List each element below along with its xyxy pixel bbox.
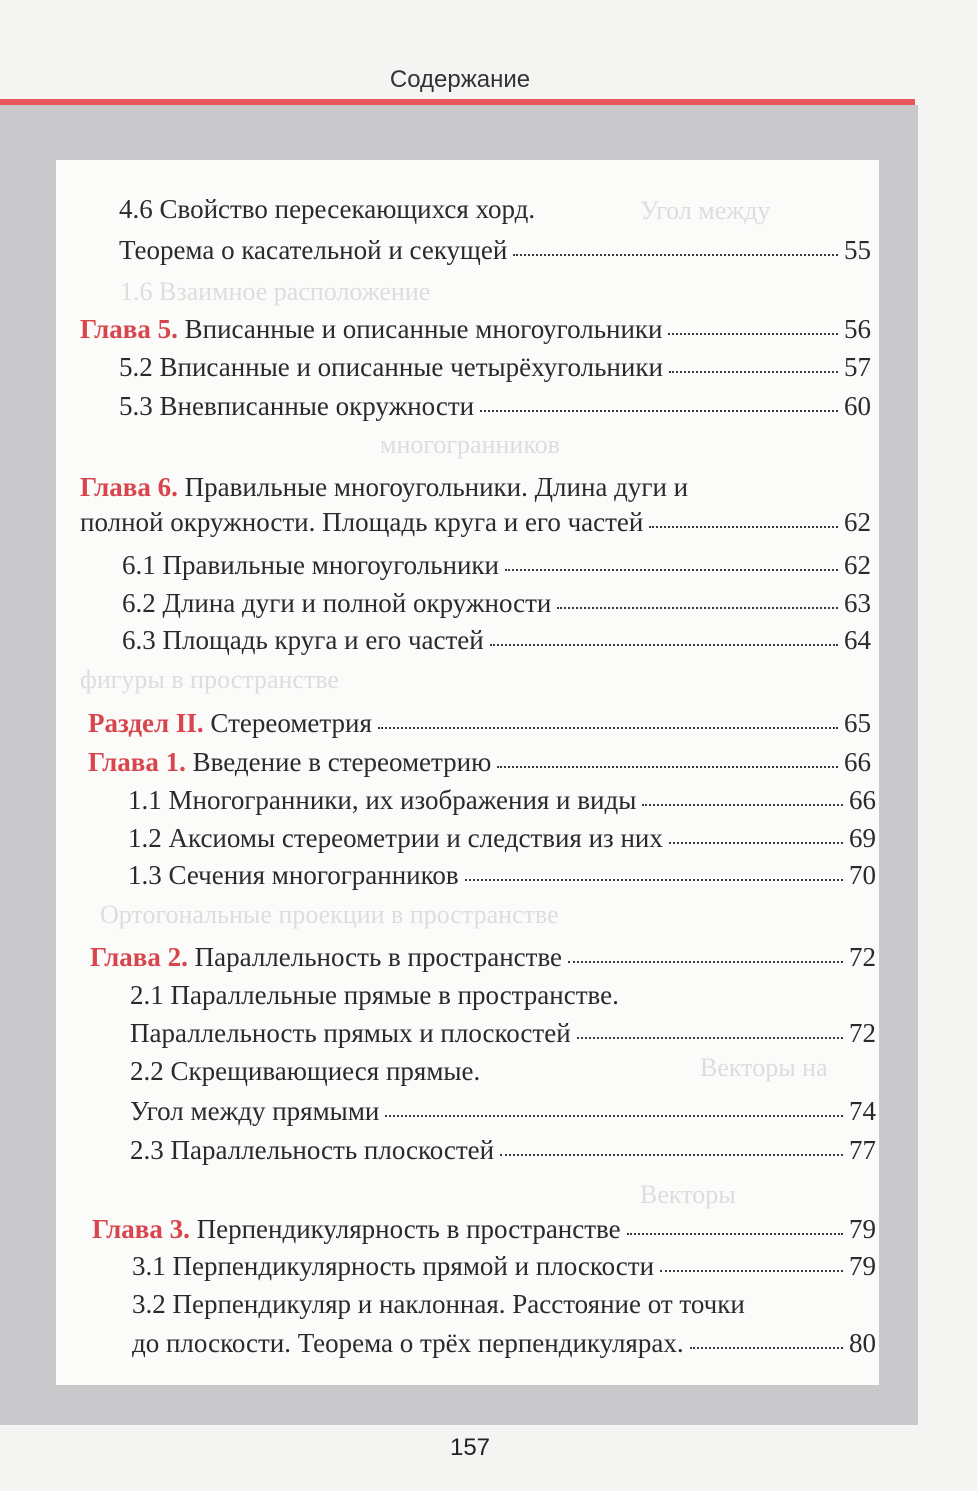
page-ref: 66 bbox=[844, 747, 871, 777]
toc-entry-title bbox=[90, 944, 562, 971]
page-ref: 64 bbox=[844, 625, 871, 655]
toc-entry-title bbox=[132, 1253, 654, 1280]
page-ref: 72 bbox=[849, 942, 876, 972]
entry-text: Теорема о касательной и секущей bbox=[119, 235, 508, 265]
toc-entry[interactable] bbox=[122, 552, 871, 579]
entry-text: 2.2 Скрещивающиеся прямые. bbox=[130, 1056, 481, 1086]
toc-entry[interactable] bbox=[128, 862, 876, 889]
chapter-label: Глава 2. bbox=[90, 942, 188, 972]
dot-leader bbox=[557, 607, 838, 609]
toc-entry-title bbox=[128, 787, 636, 814]
dot-leader bbox=[500, 1154, 843, 1156]
toc-entry[interactable] bbox=[132, 1291, 745, 1318]
page-ref: 69 bbox=[849, 823, 876, 853]
entry-text: 5.2 Вписанные и описанные четырёхугольники bbox=[119, 352, 663, 382]
bleed-through-text: 1.6 Взаимное расположение bbox=[120, 277, 431, 306]
entry-text: Перпендикулярность в пространстве bbox=[196, 1214, 621, 1244]
page-ref: 80 bbox=[849, 1328, 876, 1358]
toc-entry[interactable] bbox=[88, 710, 871, 737]
page-ref: 77 bbox=[849, 1135, 876, 1165]
toc-entry[interactable] bbox=[80, 509, 871, 536]
page-ref: 55 bbox=[844, 235, 871, 265]
chapter-label: Глава 6. bbox=[80, 472, 178, 502]
toc-entry-title bbox=[80, 509, 643, 536]
entry-text: 1.3 Сечения многогранников bbox=[128, 860, 459, 890]
bleed-through-text: многогранников bbox=[380, 430, 560, 459]
toc-entry-title bbox=[130, 982, 619, 1009]
page-ref: 65 bbox=[844, 708, 871, 738]
toc-entry-title bbox=[92, 1216, 621, 1243]
toc-entry[interactable] bbox=[132, 1330, 876, 1357]
toc-entry[interactable] bbox=[130, 1098, 876, 1125]
toc-entry-title bbox=[119, 237, 507, 264]
entry-text: Правильные многоугольники. Длина дуги и bbox=[184, 472, 689, 502]
toc-entry-title bbox=[130, 1137, 494, 1164]
page-ref: 74 bbox=[849, 1096, 876, 1126]
toc-entry[interactable] bbox=[119, 393, 871, 420]
dot-leader bbox=[465, 879, 843, 881]
entry-text: 6.2 Длина дуги и полной окружности bbox=[122, 588, 552, 618]
entry-text: 6.3 Площадь круга и его частей bbox=[122, 625, 484, 655]
dot-leader bbox=[490, 644, 838, 646]
running-header: Содержание bbox=[389, 66, 531, 93]
page-ref: 79 bbox=[849, 1251, 876, 1281]
toc-entry[interactable] bbox=[122, 590, 871, 617]
toc-entry-title bbox=[130, 1098, 379, 1125]
toc-entry-title bbox=[122, 627, 484, 654]
entry-text: 5.3 Вневписанные окружности bbox=[119, 391, 475, 421]
bleed-through-text: Угол между bbox=[640, 196, 771, 225]
toc-entry-title bbox=[130, 1058, 480, 1085]
page-ref: 63 bbox=[844, 588, 871, 618]
entry-text: Угол между прямыми bbox=[130, 1096, 380, 1126]
entry-text: 1.2 Аксиомы стереометрии и следствия из них bbox=[128, 823, 663, 853]
dot-leader bbox=[627, 1233, 843, 1235]
entry-text: Вписанные и описанные многоугольники bbox=[184, 314, 663, 344]
chapter-label: Глава 3. bbox=[92, 1214, 190, 1244]
toc-entry[interactable] bbox=[132, 1253, 876, 1280]
dot-leader bbox=[669, 842, 843, 844]
dot-leader bbox=[660, 1270, 843, 1272]
page-ref: 66 bbox=[849, 785, 876, 815]
toc-entry-title bbox=[128, 862, 459, 889]
toc-entry-title bbox=[132, 1291, 745, 1318]
entry-text: Введение в стереометрию bbox=[192, 747, 492, 777]
dot-leader bbox=[690, 1347, 843, 1349]
toc-entry-title bbox=[119, 393, 474, 420]
toc-entry[interactable] bbox=[130, 1020, 876, 1047]
bleed-through-text: Ортогональные проекции в пространстве bbox=[100, 900, 559, 929]
entry-text: Параллельность в пространстве bbox=[194, 942, 563, 972]
dot-leader bbox=[497, 766, 838, 768]
page-number: 157 bbox=[449, 1434, 491, 1461]
toc-entry-title bbox=[80, 316, 662, 343]
entry-text: 1.1 Многогранники, их изображения и виды bbox=[128, 785, 637, 815]
entry-text: Стереометрия bbox=[210, 708, 372, 738]
page-ref: 72 bbox=[849, 1018, 876, 1048]
toc-entry[interactable] bbox=[90, 944, 876, 971]
dot-leader bbox=[385, 1115, 843, 1117]
toc-entry-title bbox=[122, 552, 499, 579]
page-ref: 70 bbox=[849, 860, 876, 890]
toc-entry-title bbox=[119, 196, 535, 223]
entry-text: 3.1 Перпендикулярность прямой и плоскости bbox=[132, 1251, 655, 1281]
bleed-through-text: Векторы bbox=[640, 1180, 736, 1209]
chapter-label: Глава 1. bbox=[88, 747, 186, 777]
dot-leader bbox=[669, 371, 838, 373]
page-ref: 62 bbox=[844, 507, 871, 537]
entry-text: 3.2 Перпендикуляр и наклонная. Расстояние от точки bbox=[132, 1289, 745, 1319]
dot-leader bbox=[649, 526, 838, 528]
chapter-label: Глава 5. bbox=[80, 314, 178, 344]
page-ref: 62 bbox=[844, 550, 871, 580]
dot-leader bbox=[480, 410, 838, 412]
bleed-through-text: фигуры в пространстве bbox=[80, 665, 339, 694]
dot-leader bbox=[378, 727, 838, 729]
toc-entry-title bbox=[130, 1020, 571, 1047]
toc-entry[interactable] bbox=[122, 627, 871, 654]
toc-entry-title bbox=[88, 710, 372, 737]
toc-entry-title bbox=[119, 354, 663, 381]
dot-leader bbox=[668, 333, 838, 335]
toc-entry[interactable] bbox=[128, 787, 876, 814]
page-ref: 57 bbox=[844, 352, 871, 382]
dot-leader bbox=[505, 569, 838, 571]
entry-text: 2.3 Параллельность плоскостей bbox=[130, 1135, 495, 1165]
page-ref: 56 bbox=[844, 314, 871, 344]
toc-entry[interactable] bbox=[92, 1216, 876, 1243]
entry-text: Параллельность прямых и плоскостей bbox=[130, 1018, 571, 1048]
toc-entry[interactable] bbox=[80, 474, 688, 501]
toc-entry[interactable] bbox=[119, 237, 871, 264]
entry-text: 6.1 Правильные многоугольники bbox=[122, 550, 499, 580]
page-ref: 79 bbox=[849, 1214, 876, 1244]
toc-entry[interactable] bbox=[128, 825, 876, 852]
toc-entry-title bbox=[128, 825, 663, 852]
toc-entry-title bbox=[80, 474, 688, 501]
toc-entry[interactable] bbox=[130, 1058, 480, 1085]
toc-entry[interactable] bbox=[119, 196, 535, 223]
bleed-through-text: Векторы на bbox=[700, 1053, 828, 1082]
dot-leader bbox=[577, 1037, 843, 1039]
chapter-label: Раздел II. bbox=[88, 708, 204, 738]
dot-leader bbox=[568, 961, 843, 963]
entry-text: до плоскости. Теорема о трёх перпендикулярах. bbox=[132, 1328, 684, 1358]
dot-leader bbox=[513, 254, 838, 256]
toc-entry-title bbox=[132, 1330, 684, 1357]
toc-entry-title bbox=[88, 749, 491, 776]
entry-text: полной окружности. Площадь круга и его частей bbox=[80, 507, 644, 537]
toc-entry[interactable] bbox=[80, 316, 871, 343]
entry-text: 4.6 Свойство пересекающихся хорд. bbox=[119, 194, 536, 224]
dot-leader bbox=[642, 804, 843, 806]
toc-entry[interactable] bbox=[88, 749, 871, 776]
toc-entry[interactable] bbox=[130, 982, 619, 1009]
entry-text: 2.1 Параллельные прямые в пространстве. bbox=[130, 980, 619, 1010]
toc-entry[interactable] bbox=[130, 1137, 876, 1164]
toc-entry-title bbox=[122, 590, 551, 617]
toc-entry[interactable] bbox=[119, 354, 871, 381]
page-ref: 60 bbox=[844, 391, 871, 421]
